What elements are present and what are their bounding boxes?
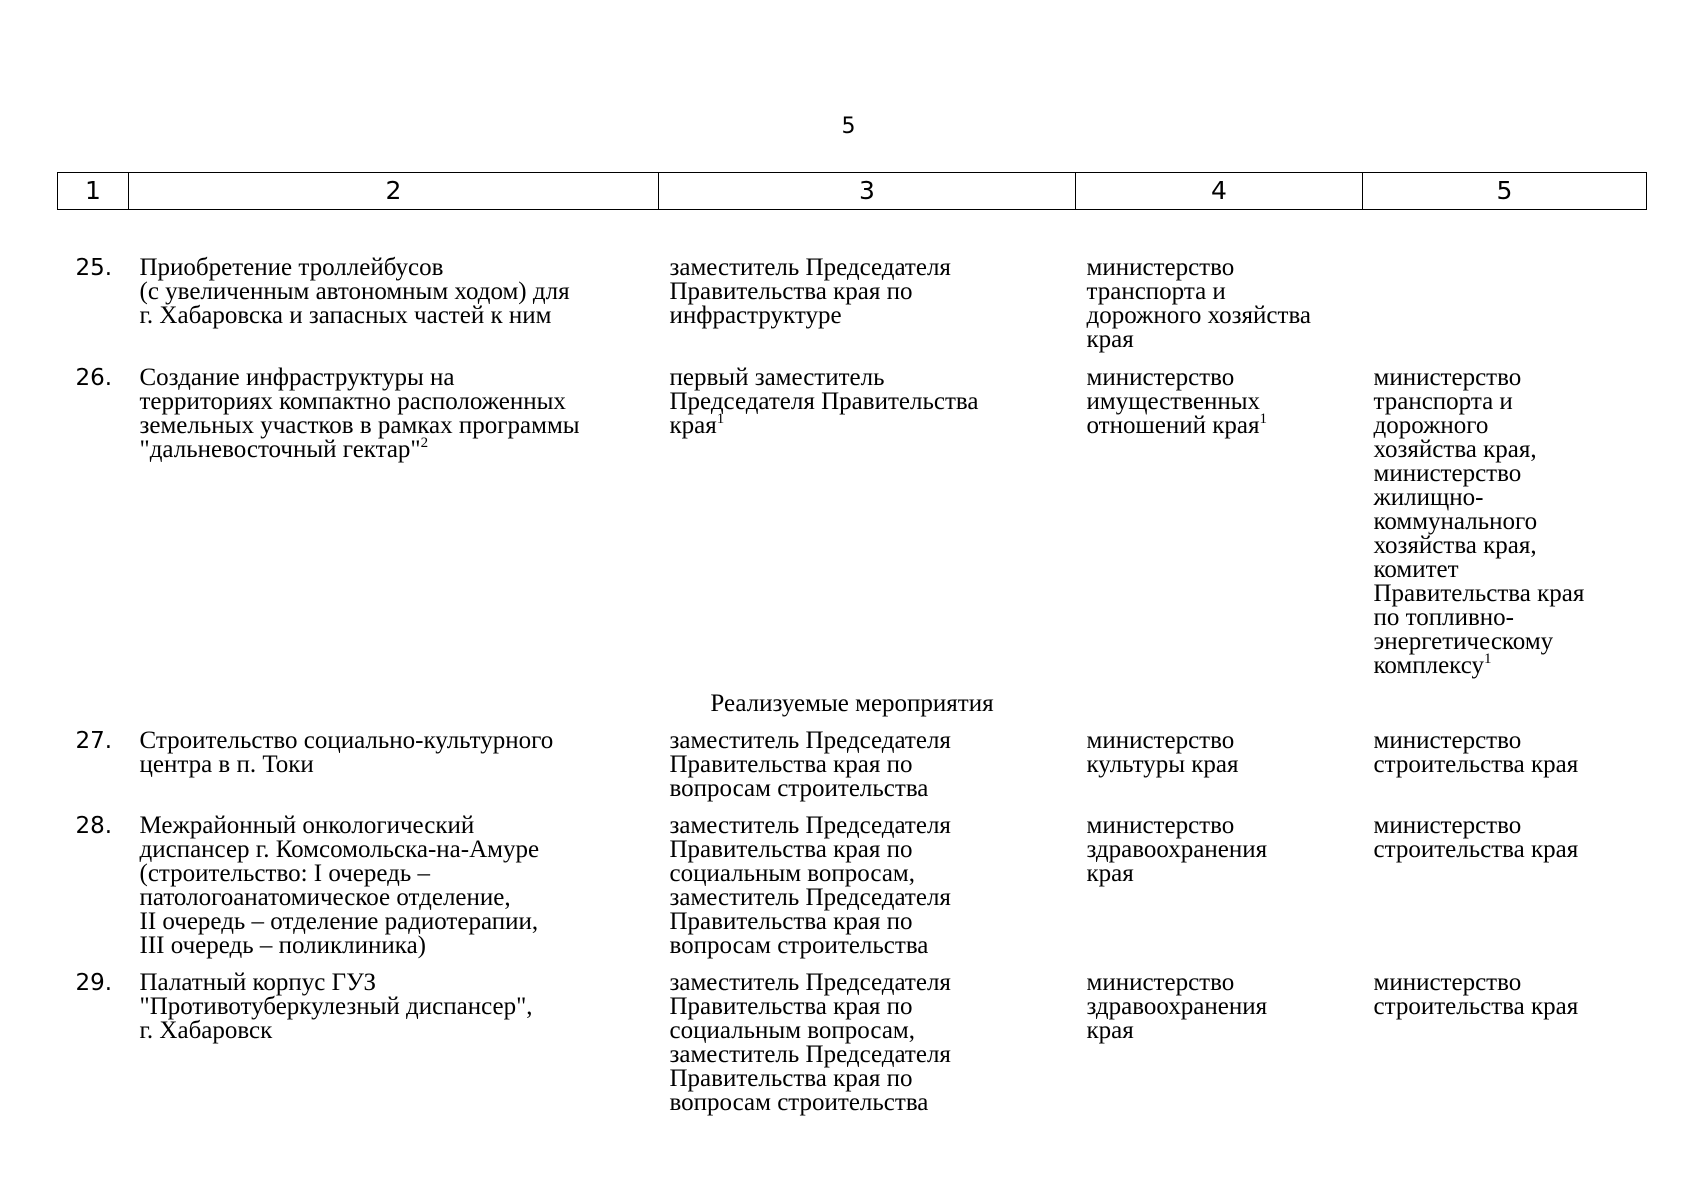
row-number: 25.	[75, 255, 113, 281]
co-executors	[1363, 210, 1647, 353]
responsible-executor: министерство здравоохранения края	[1086, 969, 1268, 1044]
footnote-marker: 1	[1483, 651, 1492, 667]
footnote-marker: 2	[420, 435, 429, 451]
co-executors: министерство строительства края	[1373, 969, 1579, 1020]
column-number-row	[58, 173, 1647, 210]
column-header-2: 2	[129, 173, 659, 210]
measure-name	[129, 352, 659, 678]
section-title: Реализуемые мероприятия	[710, 690, 994, 717]
footnote-marker: 1	[716, 411, 725, 427]
column-header-5: 5	[1363, 173, 1647, 210]
measure-name: Приобретение троллейбусов (с увеличенным автономным ходом) для г. Хабаровска и запасных частей к ним	[139, 254, 570, 329]
responsible-executor	[1076, 352, 1363, 678]
footnote-marker: 1	[1259, 411, 1267, 427]
row-number: 28.	[75, 813, 113, 839]
page-number: 5	[841, 114, 856, 139]
responsible-executor: министерство здравоохранения края	[1086, 812, 1268, 887]
responsible-official-text: первый заместитель Председателя Правительства края	[669, 364, 979, 439]
table-row-25	[58, 210, 1647, 353]
row-number: 26.	[75, 365, 113, 391]
measure-name: Строительство социально-культурного центра в п. Токи	[139, 727, 554, 778]
co-executors-text: министерство транспорта и дорожного хозяйства края, министерство жилищно- коммунального хозяйства края, комитет Правительства края по топливно- энергетическому комплексу	[1373, 364, 1585, 679]
column-header-1: 1	[58, 173, 129, 210]
co-executors: министерство строительства края	[1373, 727, 1579, 778]
co-executors: министерство строительства края	[1373, 812, 1579, 863]
measures-table	[57, 172, 1647, 1115]
responsible-official: заместитель Председателя Правительства края по социальным вопросам, заместитель Председателя Правительства края по вопросам строительства	[669, 812, 951, 959]
table-row-26	[58, 352, 1647, 678]
responsible-executor: министерство культуры края	[1086, 727, 1239, 778]
measure-name: Межрайонный онкологический диспансер г. Комсомольска-на-Амуре (строительство: I очередь – патологоанатомическое отделение, II очередь – отделение радиотерапии, III очередь – поликлиника)	[139, 812, 540, 959]
responsible-official: заместитель Председателя Правительства края по вопросам строительства	[669, 727, 951, 802]
responsible-official: заместитель Председателя Правительства края по инфраструктуре	[669, 254, 951, 329]
responsible-executor-text: министерство имущественных отношений края	[1086, 364, 1260, 439]
co-executors	[1363, 352, 1647, 678]
table-row-29	[58, 958, 1647, 1115]
section-header-row	[58, 678, 1647, 716]
responsible-official	[659, 352, 1076, 678]
table-row-27	[58, 716, 1647, 801]
table-row-28	[58, 801, 1647, 958]
measure-name: Палатный корпус ГУЗ "Противотуберкулезный диспансер", г. Хабаровск	[139, 969, 533, 1044]
row-number: 27.	[75, 728, 113, 754]
column-header-4: 4	[1076, 173, 1363, 210]
column-header-3: 3	[659, 173, 1076, 210]
measure-name-text: Создание инфраструктуры на территориях компактно расположенных земельных участков в рамках программы "дальневосточный гектар"	[139, 364, 580, 463]
responsible-executor: министерство транспорта и дорожного хозяйства края	[1086, 254, 1312, 353]
responsible-official: заместитель Председателя Правительства края по социальным вопросам, заместитель Председателя Правительства края по вопросам строительства	[669, 969, 951, 1116]
row-number: 29.	[75, 970, 113, 996]
